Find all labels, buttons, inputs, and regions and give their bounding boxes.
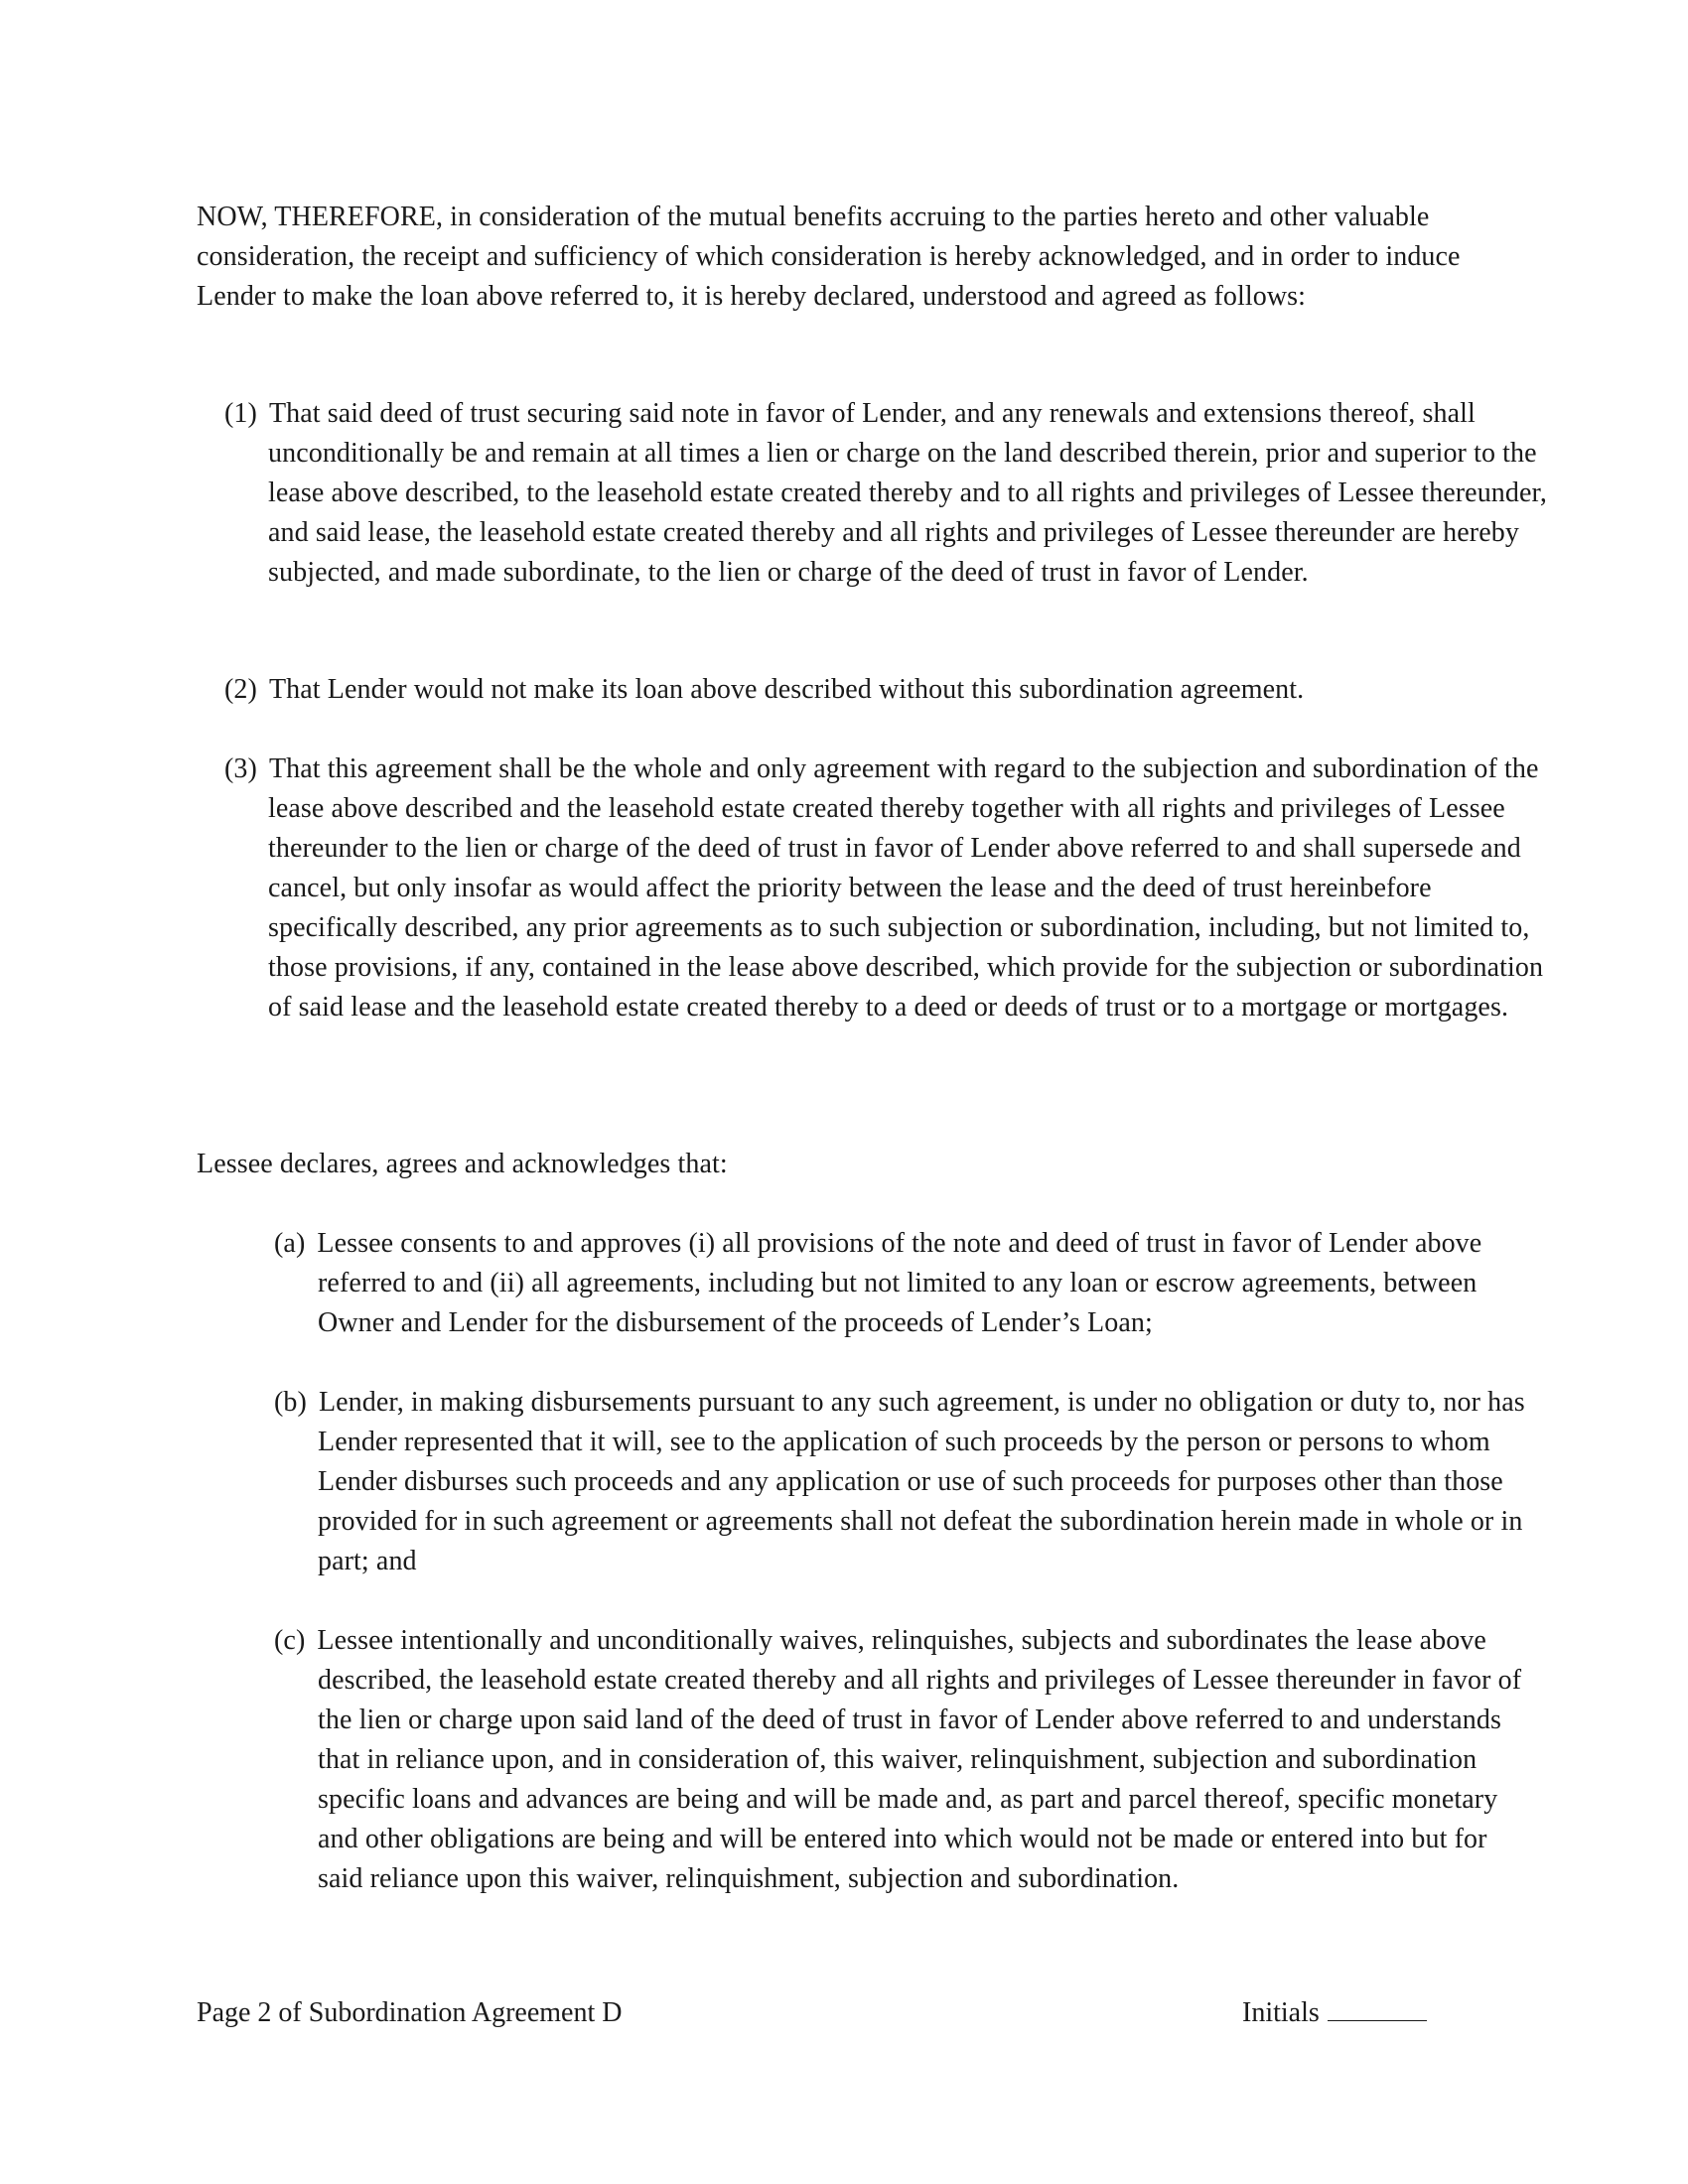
page-footer-label: Page 2 of Subordination Agreement D <box>197 1997 623 2028</box>
item-text: That Lender would not make its loan above described without this subordination agreement. <box>268 674 1305 705</box>
item-text: Lessee intentionally and unconditionally waives, relinquishes, subjects and subordinates the lease above described, the leasehold estate created thereby and all rights and privileges of Lessee thereunder in favor of the lien or charge upon said land of the deed of trust in favor of Lender above referred to and understands that in reliance upon, and in consideration of, this waiver, relinquishment, subjection and subordination specific loans and advances are being and will be made and, as part and parcel thereof, specific monetary and other obligations are being and will be entered into which would not be made or entered into but for said reliance upon this waiver, relinquishment, subjection and subordination. <box>317 1625 1522 1894</box>
lettered-item-b <box>274 1383 1529 1581</box>
item-letter: (c) <box>274 1625 306 1656</box>
lettered-item-c <box>274 1621 1529 1899</box>
numbered-item-2 <box>224 670 1559 710</box>
item-text: That said deed of trust securing said note in favor of Lender, and any renewals and extensions thereof, shall unconditionally be and remain at all times a lien or charge on the land described therein, prior and superior to the lease above described, to the leasehold estate created thereby and to all rights and privileges of Lessee thereunder, and said lease, the leasehold estate created thereby and all rights and privileges of Lessee thereunder are hereby subjected, and made subordinate, to the lien or charge of the deed of trust in favor of Lender. <box>268 398 1547 588</box>
item-number: (1) <box>224 398 257 429</box>
lettered-item-a <box>274 1224 1529 1343</box>
item-letter: (a) <box>274 1228 306 1259</box>
lessee-declaration-heading: Lessee declares, agrees and acknowledges that: <box>197 1149 728 1179</box>
item-text: Lender, in making disbursements pursuant to any such agreement, is under no obligation or duty to, nor has Lender represented that it will, see to the application of such proceeds by the person or persons to whom Lender disburses such proceeds and any application or use of such proceeds for purposes other than those provided for in such agreement or agreements shall not defeat the subordination herein made in whole or in part; and <box>318 1387 1525 1576</box>
initials-field <box>1242 1993 1427 2033</box>
intro-paragraph: NOW, THEREFORE, in consideration of the mutual benefits accruing to the parties hereto and other valuable consideration, the receipt and sufficiency of which consideration is hereby acknowledged, and in order to induce Lender to make the loan above referred to, it is hereby declared, understood and agreed as follows: <box>197 202 1461 312</box>
numbered-item-3 <box>224 750 1559 1027</box>
initials-blank-line[interactable] <box>1328 1996 1427 2021</box>
item-text: That this agreement shall be the whole and only agreement with regard to the subjection and subordination of the lease above described and the leasehold estate created thereby together with all rights and privileges of Lessee thereunder to the lien or charge of the deed of trust in favor of Lender above referred to and shall supersede and cancel, but only insofar as would affect the priority between the lease and the deed of trust hereinbefore specifically described, any prior agreements as to such subjection or subordination, including, but not limited to, those provisions, if any, contained in the lease above described, which provide for the subjection or subordination of said lease and the leasehold estate created thereby to a deed or deeds of trust or to a mortgage or mortgages. <box>268 753 1544 1023</box>
item-letter: (b) <box>274 1387 307 1418</box>
initials-label: Initials <box>1242 1997 1320 2028</box>
item-number: (2) <box>224 674 257 705</box>
item-text: Lessee consents to and approves (i) all provisions of the note and deed of trust in favor of Lender above referred to and (ii) all agreements, including but not limited to any loan or escrow agreements, between Owner and Lender for the disbursement of the proceeds of Lender’s Loan; <box>317 1228 1482 1338</box>
numbered-item-1 <box>224 394 1559 593</box>
item-number: (3) <box>224 753 257 784</box>
